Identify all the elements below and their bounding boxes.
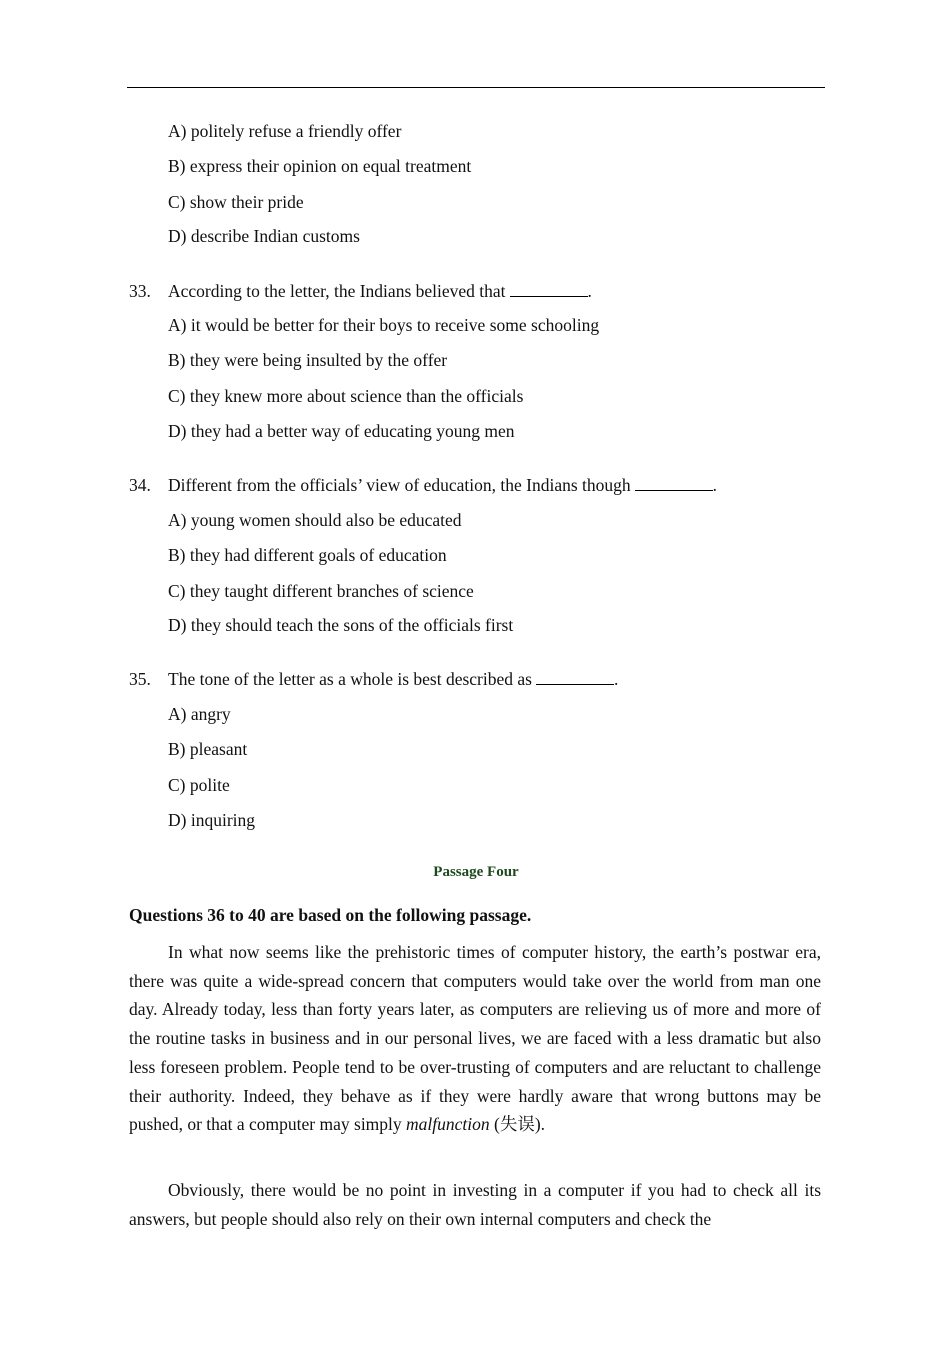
q34-option-b[interactable]: B) they had different goals of education [168, 545, 447, 565]
q35-stem-text: The tone of the letter as a whole is best described as [168, 669, 532, 689]
q35-blank [536, 670, 614, 685]
passage-heading: Passage Four [433, 864, 519, 880]
q33-option-d[interactable]: D) they had a better way of educating young men [168, 421, 515, 441]
q33-stem-text: According to the letter, the Indians believed that [168, 281, 506, 301]
paragraph-1-gloss: (失误). [489, 1114, 546, 1135]
passage-instruction: Questions 36 to 40 are based on the following passage. [129, 905, 532, 925]
q34-option-c[interactable]: C) they taught different branches of science [168, 581, 474, 601]
q34-number: 34. [129, 475, 151, 495]
q33-stem [168, 280, 592, 302]
q35-option-d[interactable]: D) inquiring [168, 810, 256, 830]
q33-blank [510, 282, 588, 297]
q32-option-a[interactable]: A) politely refuse a friendly offer [168, 121, 402, 141]
q35-stem [168, 668, 618, 690]
q32-option-d[interactable]: D) describe Indian customs [168, 226, 360, 246]
q32-option-b[interactable]: B) express their opinion on equal treatment [168, 156, 472, 176]
passage-paragraph-2: Obviously, there would be no point in investing in a computer if you had to check all its answers, but people should also rely on their own internal computers and check the [129, 1180, 821, 1229]
q34-blank [635, 476, 713, 491]
q35-option-b[interactable]: B) pleasant [168, 739, 248, 759]
q35-stem-end: . [613, 669, 619, 689]
q34-stem-end: . [712, 475, 718, 495]
header-rule [127, 87, 825, 88]
q35-option-c[interactable]: C) polite [168, 775, 230, 795]
q33-option-a[interactable]: A) it would be better for their boys to receive some schooling [168, 315, 600, 335]
paragraph-1-text: In what now seems like the prehistoric times of computer history, the earth’s postwar era, there was quite a wide-spread concern that computers would take over the world from man one day. Already today, less than forty years later, as computers are relieving us of more and more of the routine tasks in business and in our personal lives, we are faced with a less dramatic but also less foreseen problem. People tend to be over-trusting of computers and are reluctant to challenge their authority. Indeed, they behave as if they were hardly aware that wrong buttons may be pushed, or that a computer may simply [129, 942, 821, 1135]
q33-option-c[interactable]: C) they knew more about science than the officials [168, 386, 524, 406]
q33-stem-end: . [587, 281, 592, 301]
q35-number: 35. [129, 669, 151, 689]
q35-option-a[interactable]: A) angry [168, 704, 231, 724]
paragraph-1-term: malfunction [406, 1114, 490, 1135]
q34-option-d[interactable]: D) they should teach the sons of the officials first [168, 615, 514, 635]
q34-stem-text: Different from the officials’ view of education, the Indians though [168, 475, 631, 495]
q34-stem [168, 474, 717, 496]
passage-paragraph-1 [129, 938, 821, 1139]
q33-option-b[interactable]: B) they were being insulted by the offer [168, 350, 448, 370]
q33-number: 33. [129, 281, 151, 301]
q32-option-c[interactable]: C) show their pride [168, 192, 304, 212]
q34-option-a[interactable]: A) young women should also be educated [168, 510, 462, 530]
